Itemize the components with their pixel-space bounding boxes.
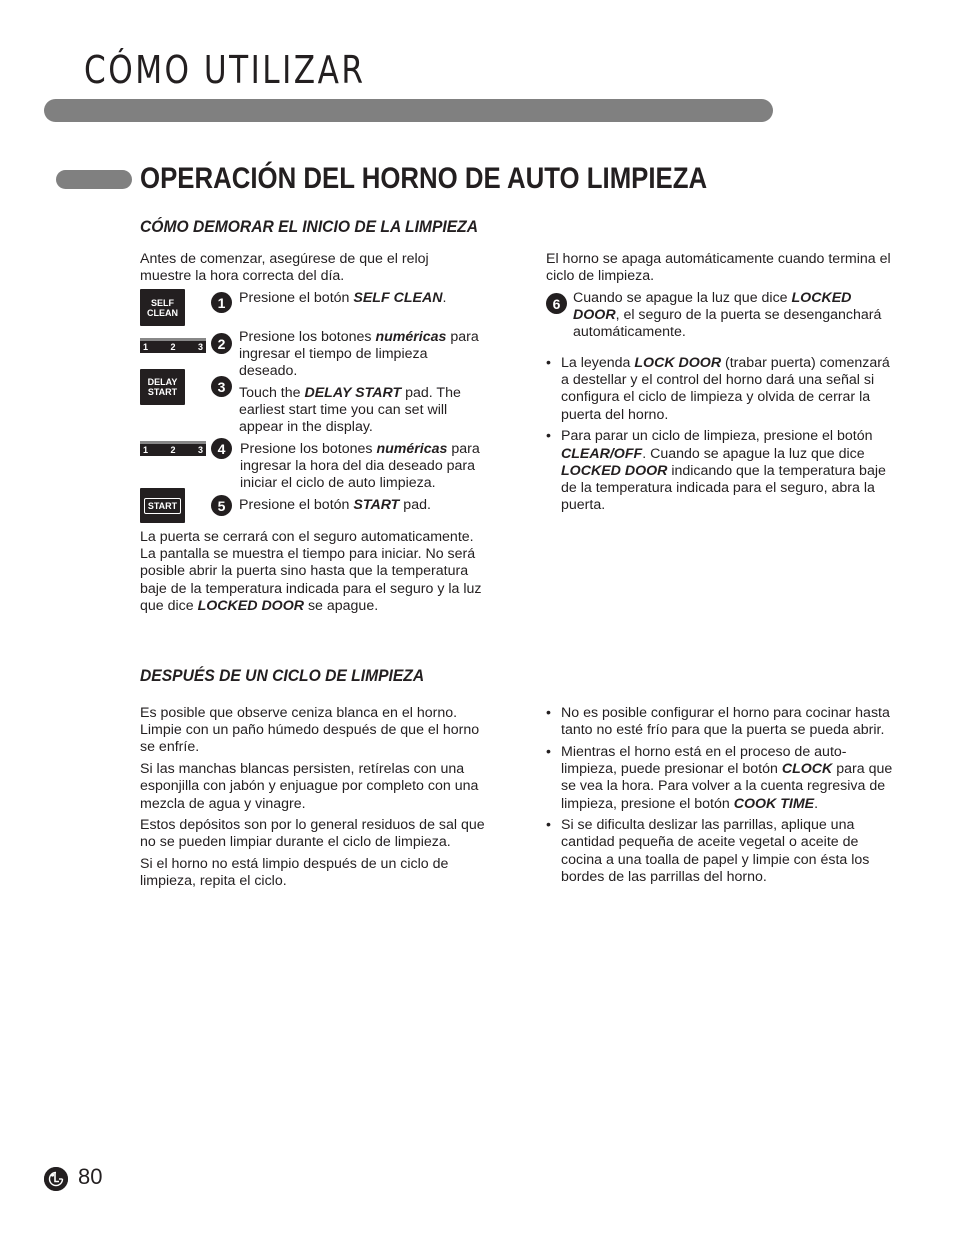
delay-start-pad (140, 369, 185, 405)
numeric-key-1: 1 (143, 445, 149, 455)
step-number-2: 2 (211, 333, 232, 354)
section-pill (56, 170, 132, 189)
after-paragraph-4: Si el horno no está limpio después de un ciclo de limpieza, repita el ciclo. (140, 856, 449, 890)
numeric-key-3: 3 (197, 342, 203, 352)
list-item: • Mientras el horno está en el proceso de auto-limpieza, puede presionar el botón CLOCK para que se vea la hora. Para volver a la cuenta regresiva de limpieza, presione el botón COOK TIME. (546, 744, 896, 813)
delay-start-pad-label-1: DELAY (147, 377, 178, 387)
lg-logo-icon (44, 1167, 68, 1191)
step-3-text: Touch the DELAY START pad. The earliest start time you can set will appear in the display. (239, 385, 461, 436)
numeric-key-3: 3 (197, 445, 203, 455)
step-number-4: 4 (211, 438, 232, 459)
step-number-6: 6 (546, 293, 567, 314)
self-clean-pad-label-1: SELF (150, 297, 174, 308)
list-item: • No es posible configurar el horno para cocinar hasta tanto no esté frío para que la puerta se pueda abrir. (546, 705, 896, 739)
after-paragraph-3: Estos depósitos son por lo general residuos de sal que no se pueden limpiar durante el ciclo de limpieza. (140, 817, 485, 851)
step-4-text: Presione los botones numéricas para ingresar la hora del dia deseado para iniciar el ciclo de auto limpieza. (240, 441, 480, 492)
list-item: • Para parar un ciclo de limpieza, presione el botón CLEAR/OFF. Cuando se apague la luz que dice LOCKED DOOR indicando que la temperatura baje de la temperatura indicada para el seguro, abra la puerta. (546, 428, 896, 514)
step-6-text: Cuando se apague la luz que dice LOCKED DOOR, el seguro de la puerta se desenganchará automáticamente. (573, 290, 882, 341)
list-item: • Si se dificulta deslizar las parrillas, aplique una cantidad pequeña de aceite vegetal o aceite de cocina a una toalla de papel y limpie con ésta los bordes de las parrillas del horno. (546, 817, 896, 886)
step-number-3: 3 (211, 376, 232, 397)
start-pad-label: START (144, 498, 181, 514)
numeric-key-2: 2 (170, 342, 176, 352)
after-paragraph-2: Si las manchas blancas persisten, retírelas con una esponjilla con jabón y enjuague por completo con una mezcla de agua y vinagre. (140, 761, 479, 812)
after-paragraph-1: Es posible que observe ceniza blanca en el horno. Limpie con un paño húmedo después de que el horno se enfríe. (140, 705, 480, 756)
header-title: CÓMO UTILIZAR (84, 48, 366, 92)
after-subtitle: DESPUÉS DE UN CICLO DE LIMPIEZA (140, 666, 425, 685)
numeric-key-2: 2 (170, 445, 176, 455)
lg-logo-glyph (44, 1167, 68, 1191)
step-number-1: 1 (211, 292, 232, 313)
oven-off-intro: El horno se apaga automáticamente cuando termina el ciclo de limpieza. (546, 251, 891, 285)
header-bar (44, 99, 773, 122)
after-paragraphs (140, 705, 485, 891)
delay-intro: Antes de comenzar, asegúrese de que el reloj muestre la hora correcta del día. (140, 251, 429, 285)
numeric-key-1: 1 (143, 342, 149, 352)
self-clean-pad (140, 289, 185, 326)
numeric-pad-strip-2 (140, 441, 206, 456)
delay-start-pad-label-2: START (147, 387, 178, 397)
self-clean-pad-label-2: CLEAN (147, 307, 178, 318)
step-2-text: Presione los botones numéricas para ingresar el tiempo de limpieza deseado. (239, 329, 479, 380)
step-5-text: Presione el botón START pad. (239, 497, 431, 513)
numeric-pad-strip (140, 338, 206, 353)
step-number-5: 5 (211, 495, 232, 516)
list-item: • La leyenda LOCK DOOR (trabar puerta) comenzará a destellar y el control del horno dará una señal si configura el ciclo de limpieza y olvida de cerrar la puerta del horno. (546, 355, 896, 424)
start-pad (140, 488, 185, 523)
section-title: OPERACIÓN DEL HORNO DE AUTO LIMPIEZA (140, 162, 708, 195)
step-1-text: Presione el botón SELF CLEAN. (239, 290, 447, 306)
delay-notes-list (546, 355, 896, 519)
door-lock-paragraph: La puerta se cerrará con el seguro automaticamente. La pantalla se muestra el tiempo para iniciar. No será posible abrir la puerta sino hasta que la temperatura baje de la temperatura indicada para el seguro y la luz que dice LOCKED DOOR se apague. (140, 529, 482, 614)
delay-subtitle: CÓMO DEMORAR EL INICIO DE LA LIMPIEZA (140, 217, 479, 236)
page-number: 80 (78, 1164, 103, 1189)
after-notes-list (546, 705, 896, 891)
